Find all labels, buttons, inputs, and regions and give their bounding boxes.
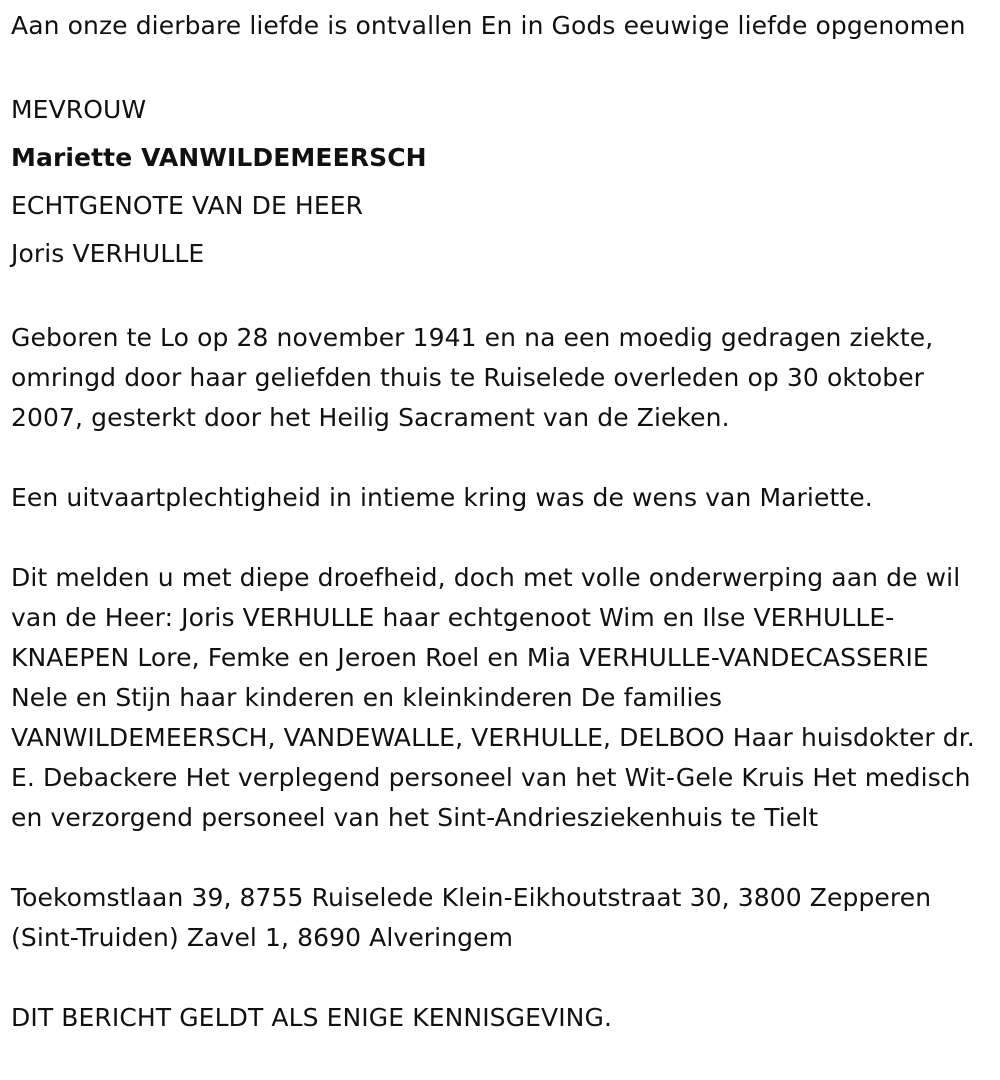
title-text: MEVROUW bbox=[11, 95, 147, 124]
spacer bbox=[11, 438, 991, 478]
spacer bbox=[11, 838, 991, 878]
deceased-name: Mariette VANWILDEMEERSCH bbox=[11, 143, 427, 172]
intro-text: Aan onze dierbare liefde is ontvallen En in Gods eeuwige liefde opgenomen bbox=[11, 11, 966, 40]
addresses-text: Toekomstlaan 39, 8755 Ruiselede Klein-Eikhoutstraat 30, 3800 Zepperen (Sint-Truiden) Zavel 1, 8690 Alveringem bbox=[11, 883, 932, 952]
birth-death-text: Geboren te Lo op 28 november 1941 en na een moedig gedragen ziekte, omringd door haar geliefden thuis te Ruiselede overleden op 30 oktober 2007, gesterkt door het Heilig Sacrament van de Zieken. bbox=[11, 323, 934, 432]
closing-text: DIT BERICHT GELDT ALS ENIGE KENNISGEVING. bbox=[11, 1003, 612, 1032]
death-notice bbox=[11, 0, 991, 1038]
spacer bbox=[11, 518, 991, 558]
spouse-label: ECHTGENOTE VAN DE HEER bbox=[11, 191, 364, 220]
announcement-text: Dit melden u met diepe droefheid, doch met volle onderwerping aan de wil van de Heer: Joris VERHULLE haar echtgenoot Wim en Ilse VERHULLE-KNAEPEN Lore, Femke en Jeroen Roel en Mia VERHULLE-VANDECASSERIE Nele en Stijn haar kinderen en kleinkinderen De families VANWILDEMEERSCH, VANDEWALLE, VERHULLE, DELBOO Haar huisdokter dr. E. Debackere Het verplegend personeel van het Wit-Gele Kruis Het medisch en verzorgend personeel van het Sint-Andriesziekenhuis te Tielt bbox=[11, 563, 975, 832]
spacer bbox=[11, 278, 991, 318]
funeral-text: Een uitvaartplechtigheid in intieme kring was de wens van Mariette. bbox=[11, 483, 873, 512]
spouse-name: Joris VERHULLE bbox=[11, 239, 205, 268]
spacer bbox=[11, 46, 991, 86]
spacer bbox=[11, 958, 991, 998]
